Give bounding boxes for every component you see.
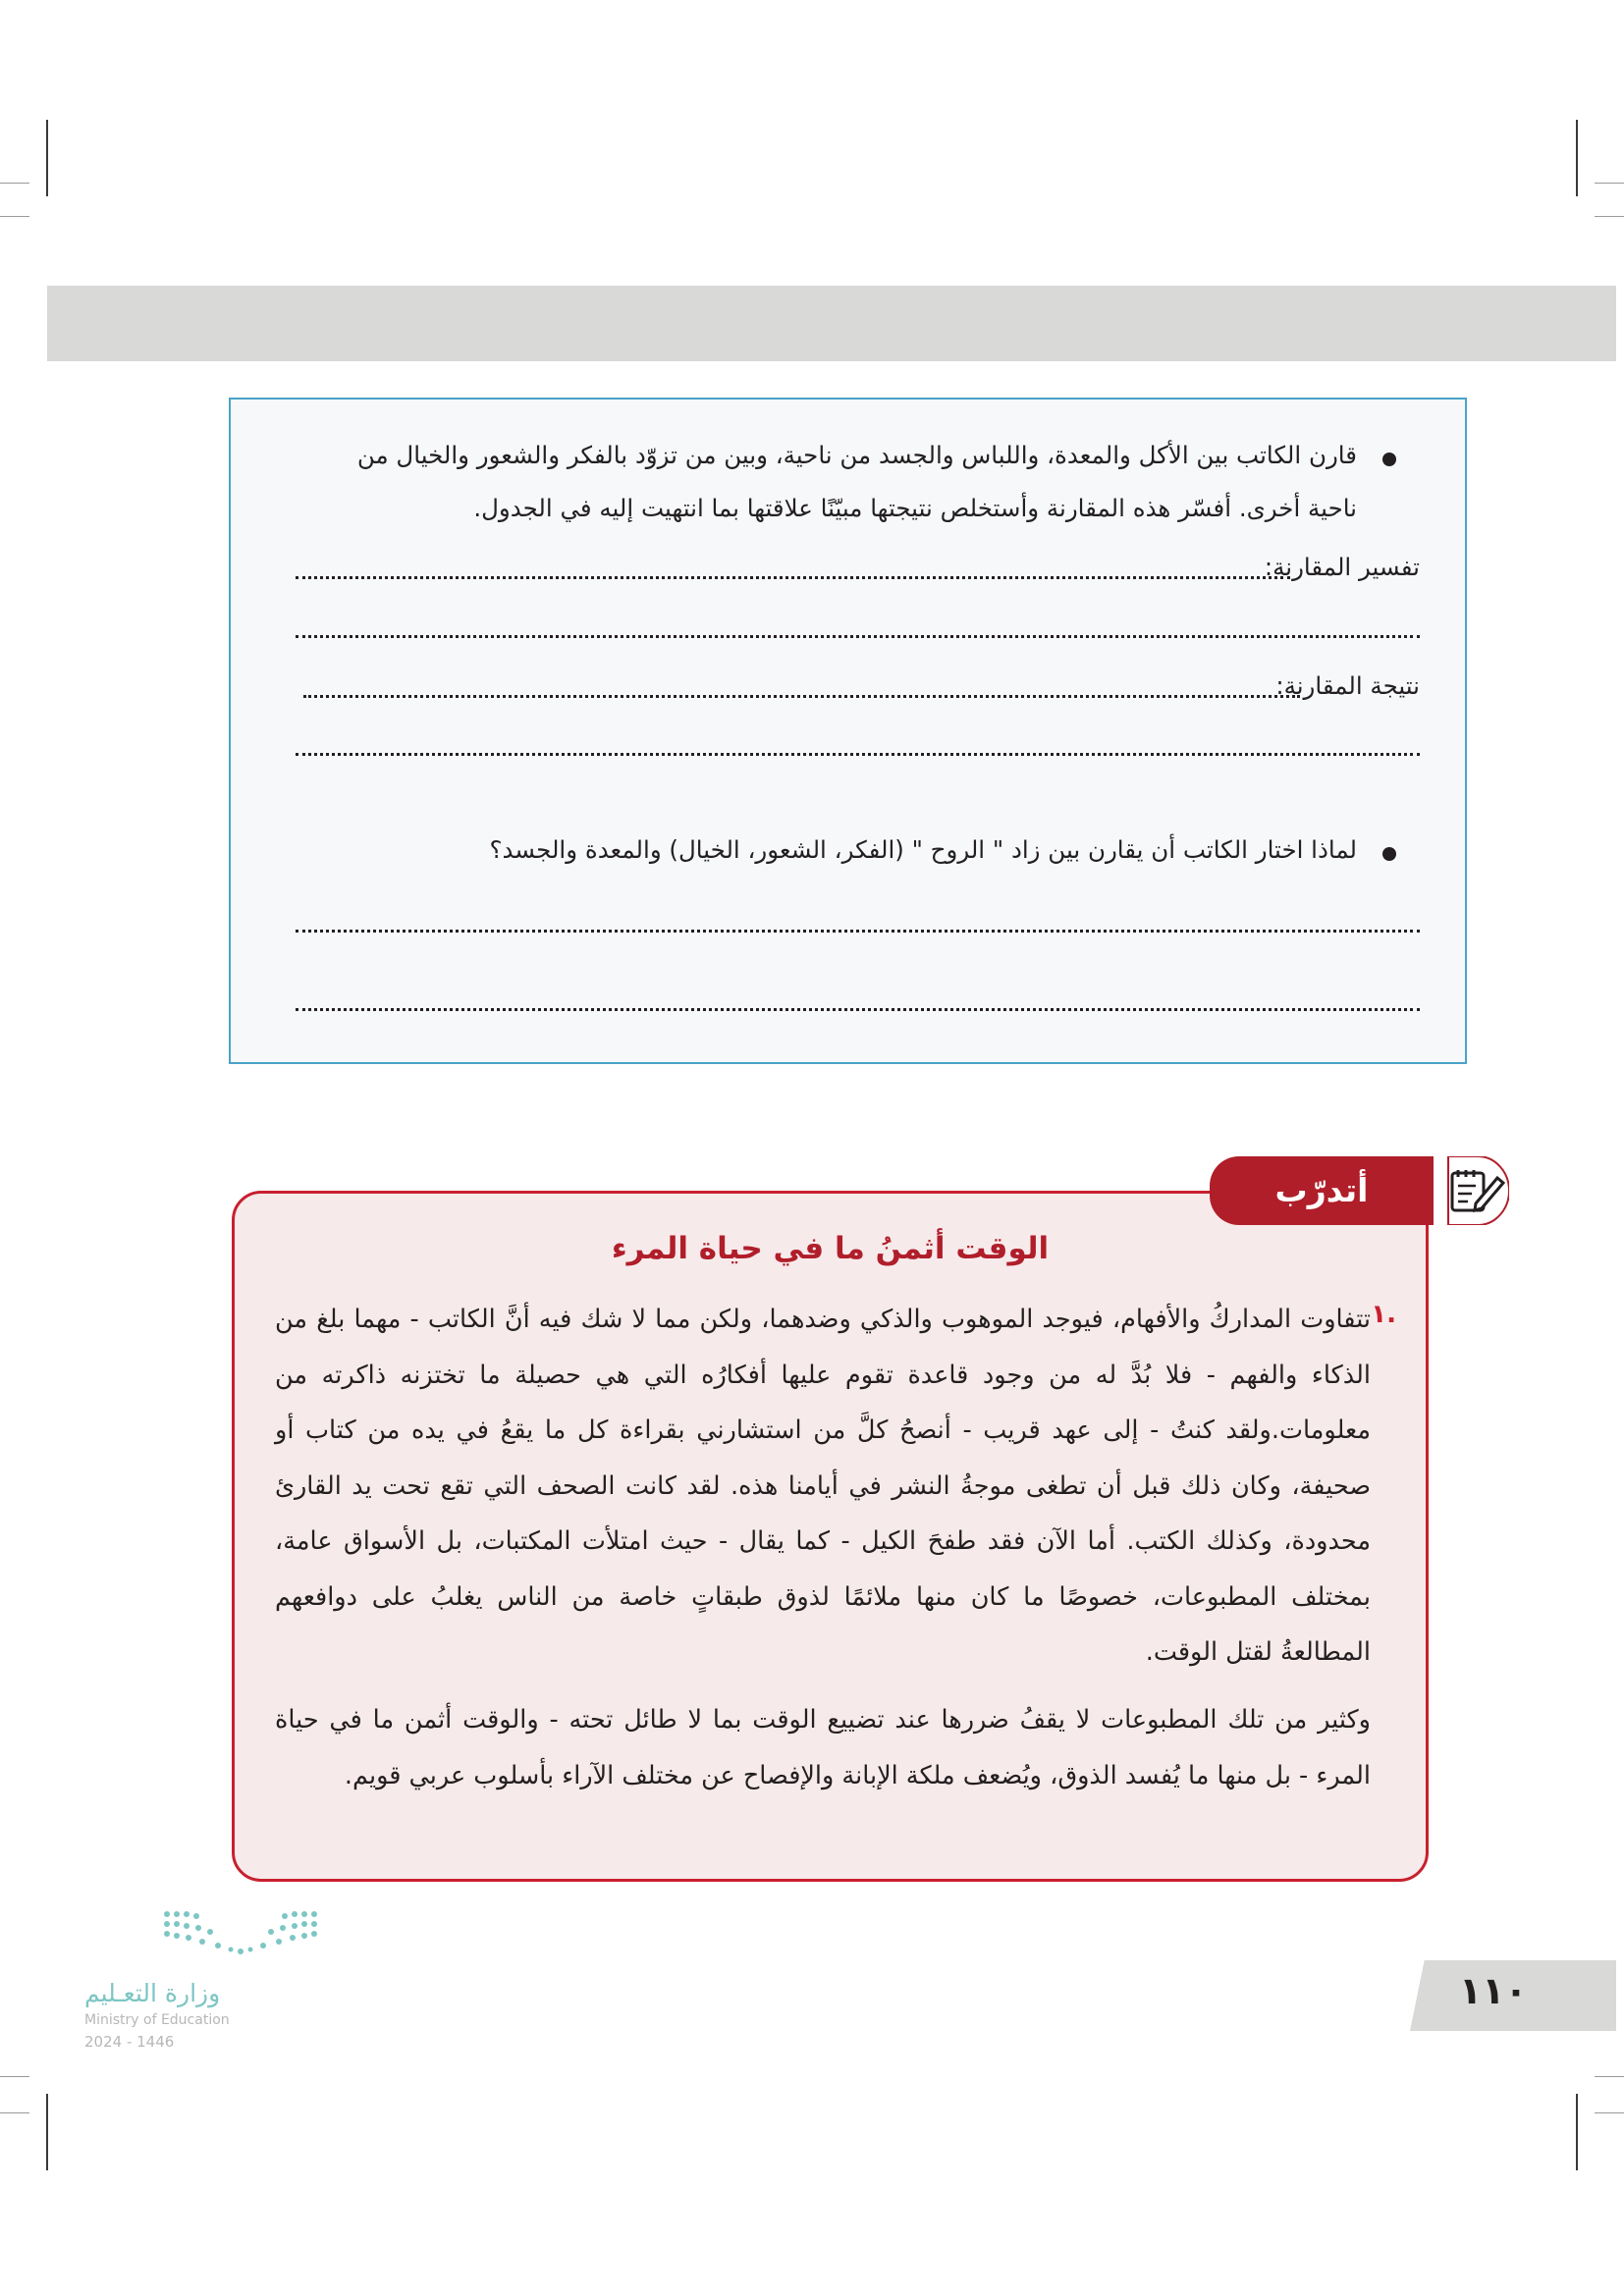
item-number: ١. bbox=[1371, 1300, 1396, 1329]
practice-box bbox=[232, 1191, 1429, 1882]
crop-mark bbox=[1595, 2076, 1624, 2077]
crop-mark bbox=[0, 216, 29, 217]
bullet-icon bbox=[1382, 453, 1396, 466]
ministry-year: 2024 - 1446 bbox=[84, 2033, 175, 2051]
practice-tag: أتدرّب bbox=[1210, 1156, 1434, 1225]
ministry-name-english: Ministry of Education bbox=[84, 2012, 230, 2028]
answer-line[interactable] bbox=[296, 576, 1290, 579]
crop-mark bbox=[0, 2076, 29, 2077]
ministry-logo-icon bbox=[157, 1906, 324, 1961]
question-2: لماذا اختار الكاتب أن يقارن بين زاد " الروح " (الفكر، الشعور، الخيال) والمعدة والجسد؟ bbox=[489, 835, 1357, 864]
answer-line[interactable] bbox=[296, 635, 1420, 638]
answer-line[interactable] bbox=[296, 1008, 1420, 1011]
crop-mark bbox=[1576, 2094, 1578, 2170]
crop-mark bbox=[46, 2094, 48, 2170]
crop-mark bbox=[1595, 2112, 1624, 2113]
comparison-result-label: نتيجة المقارنة: bbox=[1275, 671, 1420, 700]
crop-mark bbox=[1576, 120, 1578, 196]
answer-line[interactable] bbox=[303, 695, 1300, 698]
header-band bbox=[47, 286, 1616, 361]
crop-mark bbox=[1595, 216, 1624, 217]
page-number: ١١٠ bbox=[1459, 1969, 1528, 2012]
crop-mark bbox=[1595, 183, 1624, 184]
question-box bbox=[229, 398, 1467, 1064]
comparison-interpretation-label: تفسير المقارنة: bbox=[1264, 553, 1420, 581]
bullet-icon bbox=[1382, 847, 1396, 861]
crop-mark bbox=[46, 120, 48, 196]
practice-title: الوقت أثمنُ ما في حياة المرء bbox=[611, 1231, 1050, 1266]
practice-paragraph-2: وكثير من تلك المطبوعات لا يقفُ ضررها عند تضييع الوقت بما لا طائل تحته - والوقت أثمن ما في حياة المرء - بل منها ما يُفسد الذوق، ويُضعف ملكة الإبانة والإفصاح عن مختلف الآراء بأسلوب عربي قويم. bbox=[275, 1705, 1371, 1790]
answer-line[interactable] bbox=[296, 753, 1420, 756]
practice-paragraph-1: تتفاوت المداركُ والأفهام، فيوجد الموهوب والذكي وضدهما، ولكن مما لا شك فيه أنَّ الكاتب - مهما بلغ من الذكاء والفهم - فلا بُدَّ له من وجود قاعدة تقوم عليها أفكارُه التي هي حصيلة ما تختزنه ذاكرته من معلومات.ولقد كنتُ - إلى عهد قريب - أنصحُ كلَّ من استشارني بقراءة كل ما يقعُ في يده من كتاب أو صحيفة، وكان ذلك قبل أن تطغى موجةُ النشر في أيامنا هذه. لقد كانت الصحف التي تقع تحت يد القارئ محدودة، وكذلك الكتب. أما الآن فقد طفحَ الكيل - كما يقال - حيث امتلأت المكتبات، بل الأسواق عامة، بمختلف المطبوعات، خصوصًا ما كان منها ملائمًا لذوق طبقاتٍ خاصة من الناس يغلبُ على دوافعهم المطالعةُ لقتل الوقت. bbox=[275, 1305, 1371, 1667]
crop-mark bbox=[0, 2112, 29, 2113]
crop-mark bbox=[0, 183, 29, 184]
ministry-name-arabic: وزارة التعـليم bbox=[84, 1979, 221, 2007]
question-1-line-2: ناحية أخرى. أفسّر هذه المقارنة وأستخلص نتيجتها مبيّنًا علاقتها بما انتهيت إليه في الجدول. bbox=[473, 494, 1357, 522]
pen-notebook-icon bbox=[1438, 1156, 1509, 1225]
question-1-line-1: قارن الكاتب بين الأكل والمعدة، واللباس والجسد من ناحية، وبين من تزوّد بالفكر والشعور والخيال من bbox=[356, 441, 1357, 469]
answer-line[interactable] bbox=[296, 930, 1420, 933]
